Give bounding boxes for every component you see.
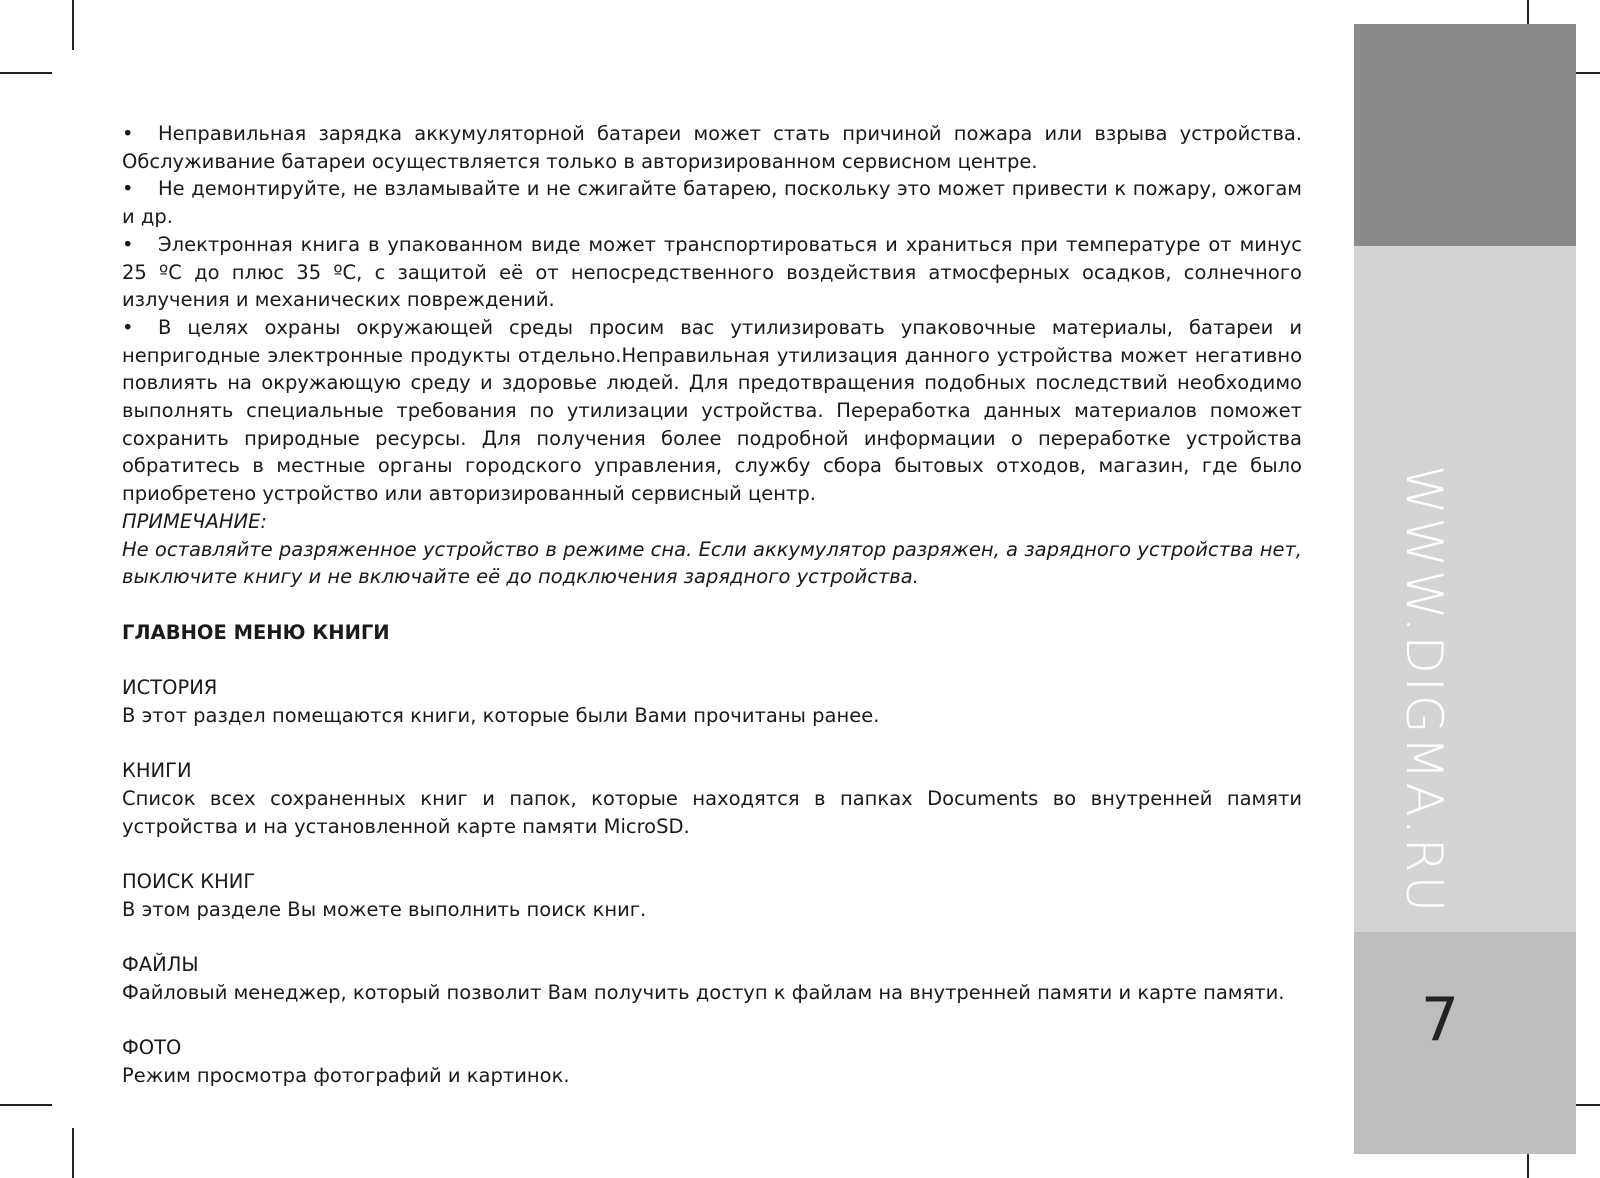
menu-item-text-search: В этом разделе Вы можете выполнить поиск книг. bbox=[122, 897, 647, 921]
menu-item-text-files: Файловый менеджер, который позволит Вам получить доступ к файлам на внутренней памяти и карте памяти. bbox=[122, 980, 1285, 1004]
bullet-icon: • bbox=[122, 232, 134, 256]
bullet-item bbox=[122, 314, 1302, 508]
menu-item-title-files: ФАЙЛЫ bbox=[122, 953, 199, 977]
main-text-column bbox=[122, 120, 1302, 1090]
crop-mark-bottom-left-h bbox=[0, 1104, 52, 1106]
bullet-icon: • bbox=[122, 177, 134, 201]
bullet-item bbox=[122, 120, 1302, 175]
menu-item-title-search: ПОИСК КНИГ bbox=[122, 869, 256, 893]
menu-item-title-books: КНИГИ bbox=[122, 759, 192, 783]
bullet-item bbox=[122, 175, 1302, 230]
website-url: WWW.DIGMA.RU bbox=[1395, 465, 1453, 916]
crop-mark-top-left-v bbox=[72, 0, 74, 50]
bullet-item bbox=[122, 231, 1302, 314]
menu-item-title-photo: ФОТО bbox=[122, 1036, 182, 1060]
menu-item-text-photo: Режим просмотра фотографий и картинок. bbox=[122, 1063, 570, 1087]
crop-mark-top-left-h bbox=[0, 72, 52, 74]
bullet-text: Неправильная зарядка аккумуляторной батареи может стать причиной пожара или взрыва устройства. Обслуживание батареи осуществляется только в авторизированном сервисном центре. bbox=[122, 122, 1302, 173]
crop-mark-bottom-left-v bbox=[72, 1128, 74, 1178]
menu-section-title: ГЛАВНОЕ МЕНЮ КНИГИ bbox=[122, 620, 390, 644]
menu-item-title-history: ИСТОРИЯ bbox=[122, 676, 218, 700]
note-text: Не оставляйте разряженное устройство в режиме сна. Если аккумулятор разряжен, а зарядного устройства нет, выключите книгу и не включайте её до подключения зарядного устройства. bbox=[122, 537, 1302, 589]
menu-item-text-books: Список всех сохраненных книг и папок, которые находятся в папках Documents во внутренней памяти устройства и на установленной карте памяти MicroSD. bbox=[122, 786, 1302, 838]
bullet-text: В целях охраны окружающей среды просим вас утилизировать упаковочные материалы, батареи и непригодные электронные продукты отдельно.Неправильная утилизация данного устройства может негативно повлиять на окружающую среду и здоровье людей. Для предотвращения подобных последствий необходимо выполнять специальные требования по утилизации устройства. Переработка данных материалов поможет сохранить природные ресурсы. Для получения более подробной информации о переработке устройства обратитесь в местные органы городского управления, службу сбора бытовых отходов, магазин, где было приобретено устройство или авторизированный сервисный центр. bbox=[122, 315, 1302, 506]
note-heading: ПРИМЕЧАНИЕ: bbox=[122, 509, 268, 533]
bullet-text: Электронная книга в упакованном виде может транспортироваться и храниться при температуре от минус 25 ºС до плюс 35 ºС, с защитой её от непосредственного воздействия атмосферных осадков, солнечного излучения и механических повреждений. bbox=[122, 232, 1302, 312]
menu-item-text-history: В этот раздел помещаются книги, которые были Вами прочитаны ранее. bbox=[122, 703, 880, 727]
sidebar-band-top bbox=[1354, 24, 1576, 246]
sidebar-band-middle bbox=[1354, 246, 1576, 932]
page-number: 7 bbox=[1420, 985, 1460, 1055]
bullet-icon: • bbox=[122, 315, 134, 339]
bullet-text: Не демонтируйте, не взламывайте и не сжигайте батарею, поскольку это может привести к пожару, ожогам и др. bbox=[122, 177, 1302, 229]
bullet-icon: • bbox=[122, 122, 134, 145]
